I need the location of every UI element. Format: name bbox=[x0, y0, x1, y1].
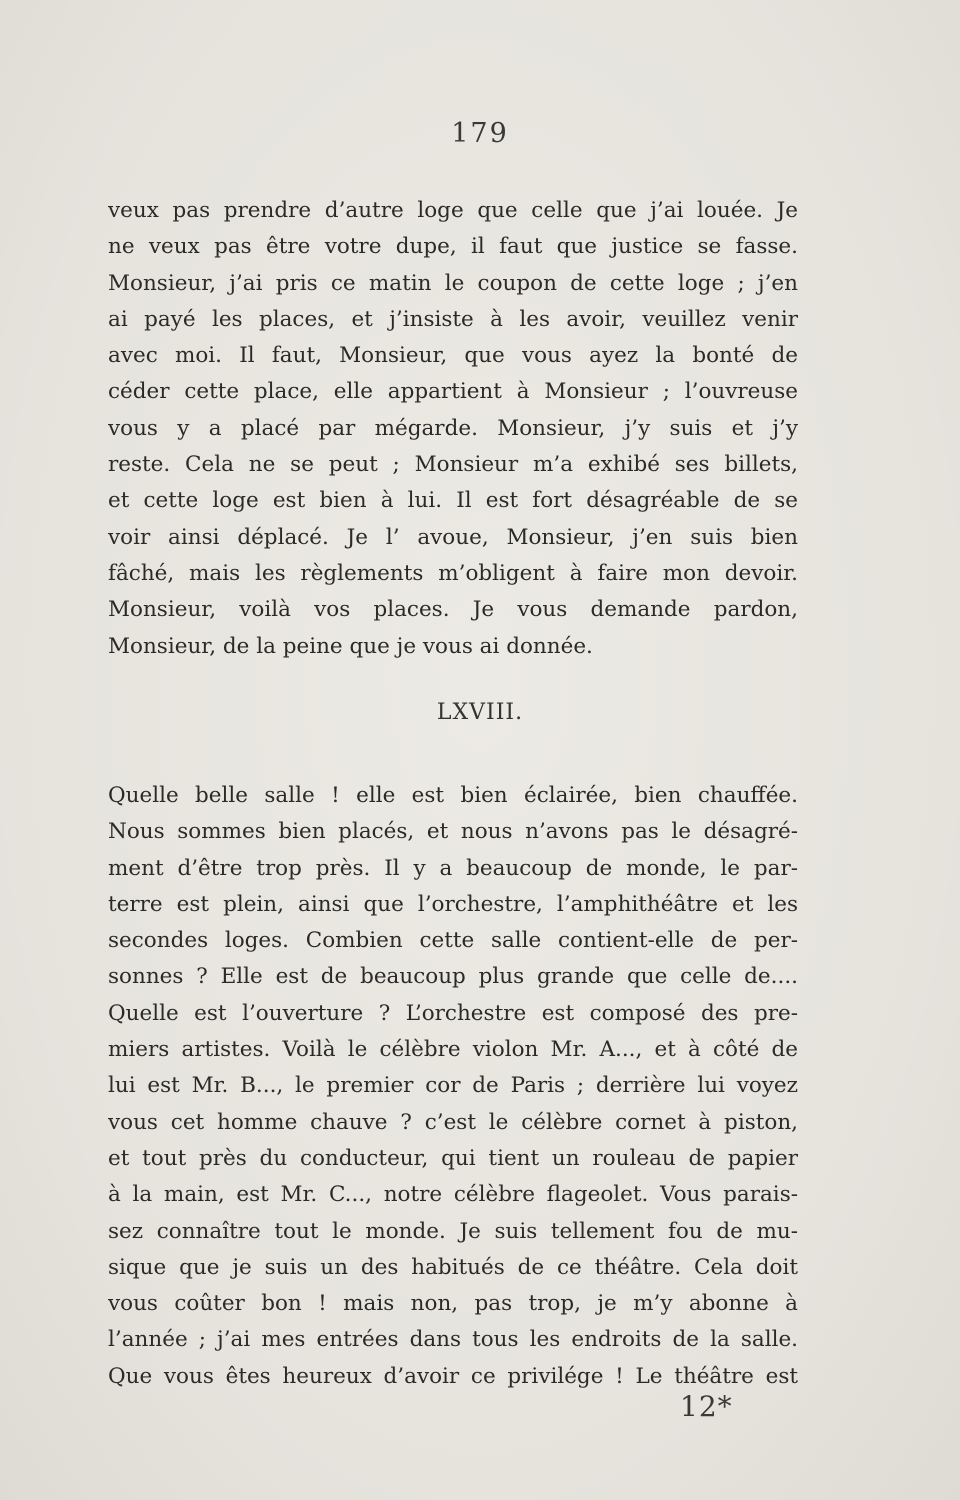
text-line: ne veux pas être votre dupe, il faut que justice se fasse. bbox=[108, 234, 798, 260]
text-line: Nous sommes bien placés, et nous n’avons pas le désagré- bbox=[108, 819, 798, 845]
section-heading: LXVIII. bbox=[436, 700, 524, 725]
text-line: à la main, est Mr. C..., notre célèbre flageolet. Vous parais- bbox=[108, 1182, 798, 1208]
text-line: veux pas prendre d’autre loge que celle que j’ai louée. Je bbox=[108, 198, 798, 223]
text-line: ai payé les places, et j’insiste à les avoir, veuillez venir bbox=[108, 306, 798, 332]
text-line: terre est plein, ainsi que l’orchestre, l’amphithéâtre et les bbox=[108, 891, 798, 917]
text-line: Monsieur, de la peine que je vous ai donnée. bbox=[108, 633, 593, 659]
text-line: Quelle belle salle ! elle est bien éclairée, bien chauffée. bbox=[108, 783, 798, 808]
text-line: l’année ; j’ai mes entrées dans tous les endroits de la salle. bbox=[108, 1327, 798, 1353]
text-line: Monsieur, voilà vos places. Je vous demande pardon, bbox=[108, 597, 798, 623]
text-line: sonnes ? Elle est de beaucoup plus grande que celle de.... bbox=[108, 964, 798, 990]
text-line: voir ainsi déplacé. Je l’ avoue, Monsieur, j’en suis bien bbox=[108, 524, 798, 550]
page-number: 179 bbox=[451, 118, 509, 149]
text-line: vous cet homme chauve ? c’est le célèbre cornet à piston, bbox=[108, 1109, 798, 1135]
text-line: secondes loges. Combien cette salle contient-elle de per- bbox=[108, 928, 798, 954]
text-line: ment d’être trop près. Il y a beaucoup de monde, le par- bbox=[108, 855, 798, 881]
text-line: sique que je suis un des habitués de ce théâtre. Cela doit bbox=[108, 1254, 798, 1280]
text-line: Quelle est l’ouverture ? L’orchestre est composé des pre- bbox=[108, 1000, 798, 1026]
text-line: fâché, mais les règlements m’obligent à faire mon devoir. bbox=[108, 560, 798, 586]
text-line: miers artistes. Voilà le célèbre violon Mr. A..., et à côté de bbox=[108, 1037, 798, 1063]
paragraph-continuation bbox=[108, 193, 798, 665]
text-line: et tout près du conducteur, qui tient un rouleau de papier bbox=[108, 1145, 798, 1171]
signature-mark: 12* bbox=[680, 1390, 733, 1423]
text-line: céder cette place, elle appartient à Monsieur ; l’ouvreuse bbox=[108, 379, 798, 405]
text-line: avec moi. Il faut, Monsieur, que vous ayez la bonté de bbox=[108, 343, 798, 369]
text-line: reste. Cela ne se peut ; Monsieur m’a exhibé ses billets, bbox=[108, 452, 798, 478]
text-line: vous coûter bon ! mais non, pas trop, je m’y abonne à bbox=[108, 1291, 798, 1317]
text-line: Monsieur, j’ai pris ce matin le coupon de cette loge ; j’en bbox=[108, 270, 798, 296]
text-line: et cette loge est bien à lui. Il est fort désagréable de se bbox=[108, 488, 798, 514]
text-line: Que vous êtes heureux d’avoir ce privilége ! Le théâtre est bbox=[108, 1363, 798, 1389]
text-line: lui est Mr. B..., le premier cor de Paris ; derrière lui voyez bbox=[108, 1073, 798, 1099]
paragraph-theatre bbox=[108, 778, 798, 1395]
text-line: vous y a placé par mégarde. Monsieur, j’y suis et j’y bbox=[108, 415, 798, 441]
text-line: sez connaître tout le monde. Je suis tellement fou de mu- bbox=[108, 1218, 798, 1244]
